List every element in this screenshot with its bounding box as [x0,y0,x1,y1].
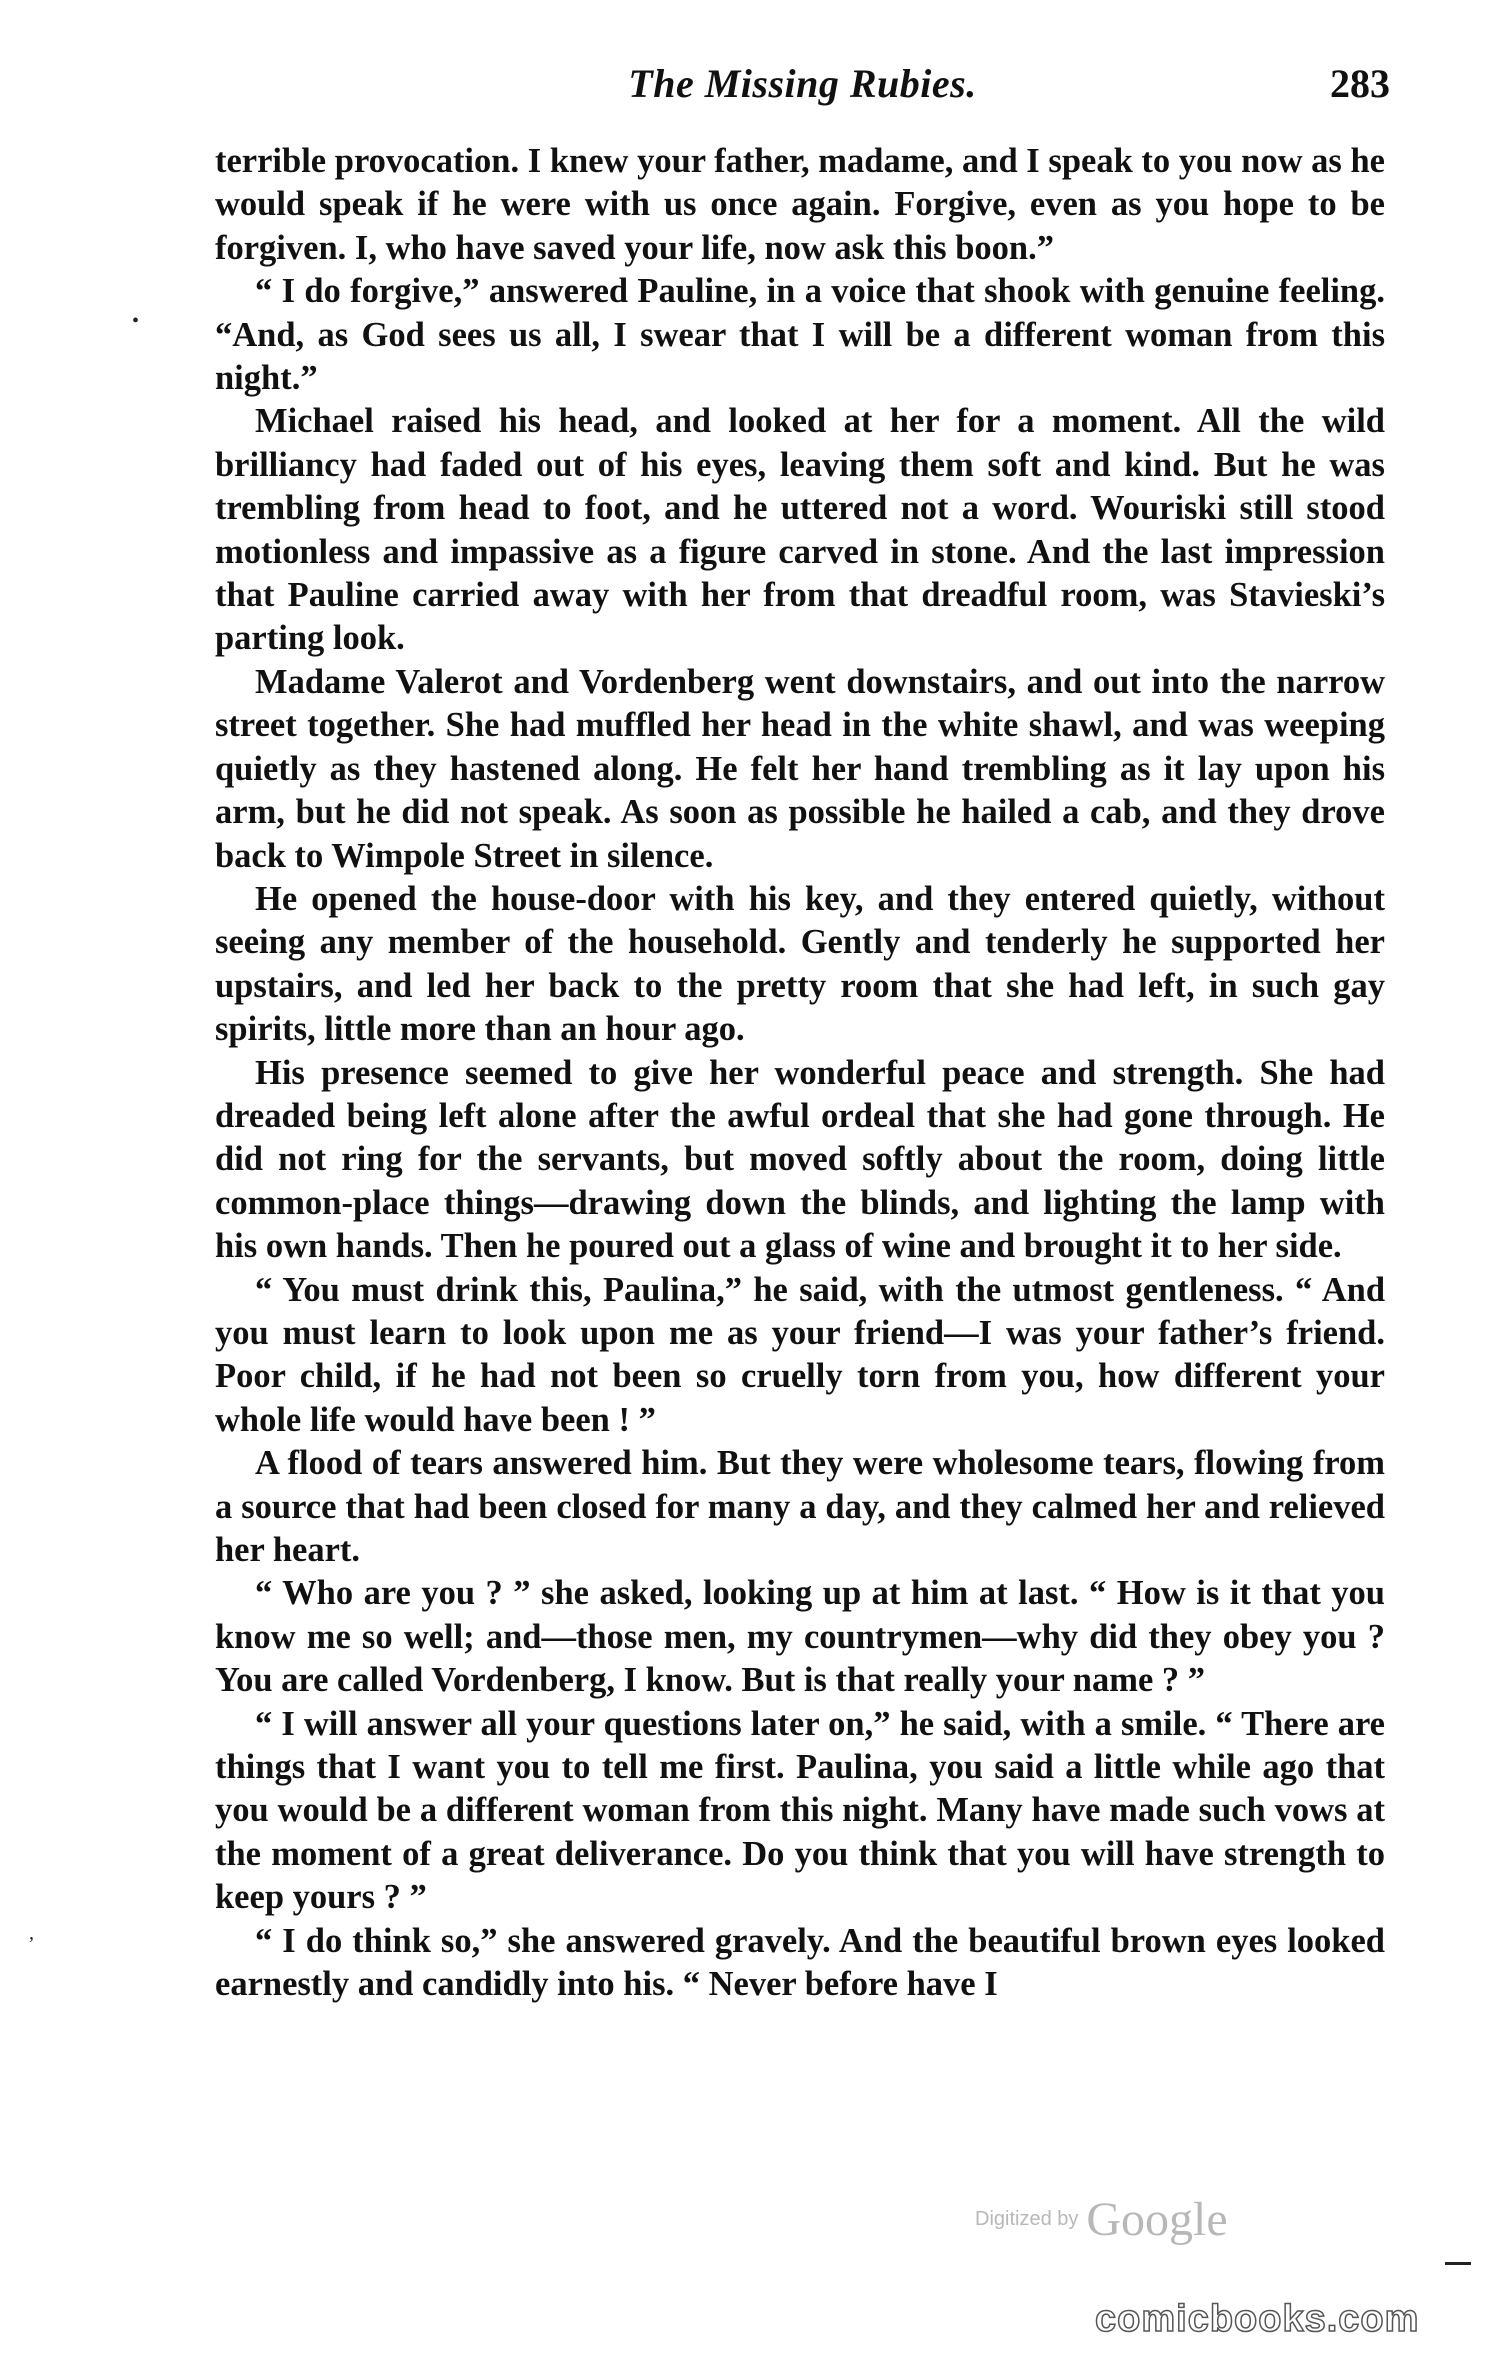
page-number: 283 [1330,61,1390,106]
paragraph: Madame Valerot and Vordenberg went downstairs, and out into the narrow street together. She had muffled her head in the white shawl, and was weeping quietly as they hastened along. He felt her hand trembling as it lay upon his arm, but he did not speak. As soon as possible he hailed a cab, and they drove back to Wimpole Street in silence. [215,662,1385,875]
paragraph: A flood of tears answered him. But they were wholesome tears, flowing from a source that had been closed for many a day, and they calmed her and relieved her heart. [215,1444,1385,1569]
paragraph: “ I do forgive,” answered Pauline, in a voice that shook with genuine feeling. “And, as God sees us all, I swear that I will be a different woman from this night.” [215,272,1385,398]
paragraph: “ You must drink this, Paulina,” he said, with the utmost gentleness. “ And you must learn to look upon me as your friend—I was your father’s friend. Poor child, if he had not been so cruelly torn from you, how different your whole life would have been ! ” [215,1270,1385,1439]
margin-dot-mark: • [132,310,140,332]
footer-dash-mark [1445,2262,1471,2265]
paragraph: “ Who are you ? ” she asked, looking up at him at last. “ How is it that you know me so well; and—those men, my countrymen—why did they obey you ? You are called Vordenberg, I know. But is that really your name ? ” [215,1574,1385,1700]
paragraph: Michael raised his head, and looked at her for a moment. All the wild brilliancy had faded out of his eyes, leaving them soft and kind. But he was trembling from head to foot, and he uttered not a word. Wouriski still stood motionless and impassive as a figure carved in stone. And the last impression that Pauline carried away with her from that dreadful room, was Stavieski’s parting look. [215,402,1385,658]
digitized-by-google-watermark [975,2192,1228,2247]
digitized-by-text: Digitized by [975,2208,1079,2230]
paragraph: terrible provocation. I knew your father, madame, and I speak to you now as he would speak if he were with us once again. Forgive, even as you hope to be forgiven. I, who have saved your life, now ask this boon.” [215,142,1385,267]
margin-dash-mark: ‚ [28,1922,35,1944]
paragraph: “ I do think so,” she answered gravely. And the beautiful brown eyes looked earnestly and candidly into his. “ Never before have I [215,1921,1385,2004]
comicbooks-watermark: comicbooks.com [1095,2298,1420,2340]
body-text [215,140,1385,2006]
paragraph: He opened the house-door with his key, and they entered quietly, without seeing any member of the household. Gently and tenderly he supported her upstairs, and led her back to the pretty room that she had left, in such gay spirits, little more than an hour ago. [215,879,1385,1049]
paragraph: His presence seemed to give her wonderful peace and strength. She had dreaded being left alone after the awful ordeal that she had gone through. He did not ring for the servants, but moved softly about the room, doing little common-place things—drawing down the blinds, and lighting the lamp with his own hands. Then he poured out a glass of wine and brought it to her side. [215,1053,1385,1266]
running-title: The Missing Rubies. [628,61,977,106]
google-logo-text: Google [1086,2193,1228,2246]
paragraph: “ I will answer all your questions later on,” he said, with a smile. “ There are things that I want you to tell me first. Paulina, you said a little while ago that you would be a different woman from this night. Many have made such vows at the moment of a great deliverance. Do you think that you will have strength to keep yours ? ” [215,1704,1385,1917]
page-header [215,60,1390,120]
